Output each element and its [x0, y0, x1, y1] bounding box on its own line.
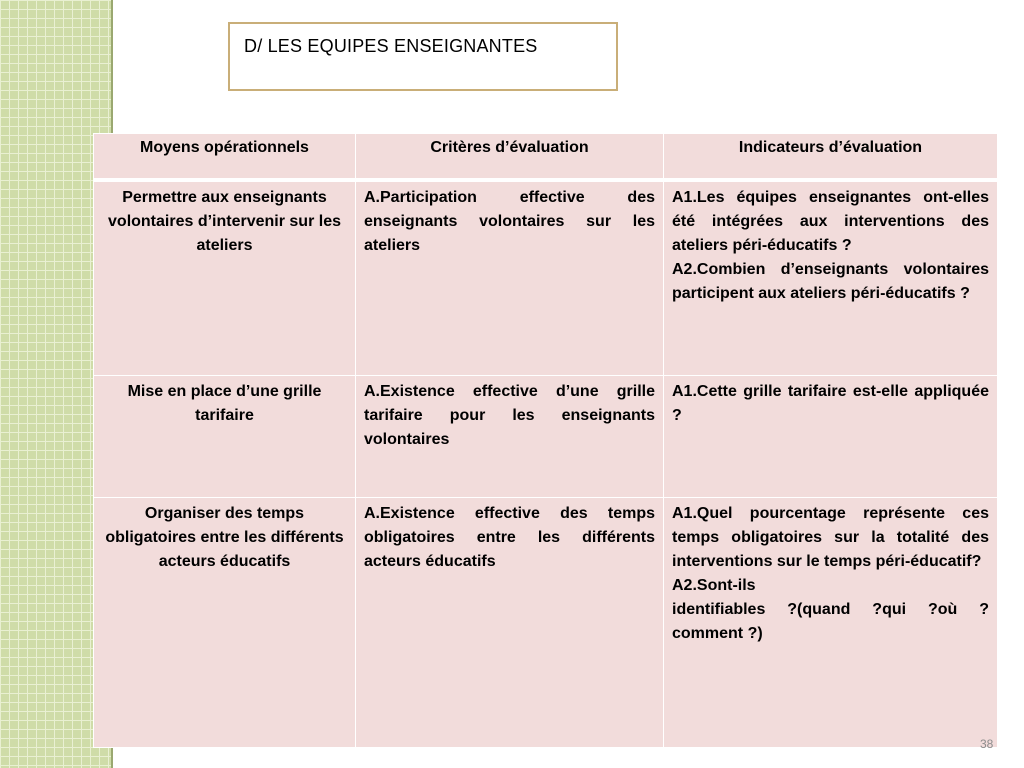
header-indicateurs: Indicateurs d’évaluation — [664, 134, 998, 180]
indicateur-item: identifiables ?(quand ?qui ?où ? comment ?) — [672, 601, 989, 642]
table-row — [94, 180, 998, 376]
indicateurs-cell — [664, 498, 998, 748]
header-criteres: Critères d’évaluation — [356, 134, 664, 180]
title-box — [228, 22, 618, 91]
indicateur-item: A2.Sont-ils — [672, 577, 756, 594]
critere-cell: A.Existence effective d’une grille tarifaire pour les enseignants volontaires — [356, 376, 664, 498]
moyen-cell: Mise en place d’une grille tarifaire — [94, 376, 356, 498]
moyen-cell: Permettre aux enseignants volontaires d’intervenir sur les ateliers — [94, 180, 356, 376]
indicateurs-cell — [664, 376, 998, 498]
page-number: 38 — [980, 737, 994, 751]
header-moyens: Moyens opérationnels — [94, 134, 356, 180]
indicateur-item: A1.Quel pourcentage représente ces temps obligatoires sur la totalité des interventions sur le temps péri-éducatif? — [672, 505, 989, 570]
moyen-cell: Organiser des temps obligatoires entre les différents acteurs éducatifs — [94, 498, 356, 748]
slide-title: D/ LES EQUIPES ENSEIGNANTES — [244, 36, 538, 56]
indicateur-item: A1.Les équipes enseignantes ont-elles été intégrées aux interventions des ateliers péri-éducatifs ? — [672, 188, 989, 254]
indicateurs-cell — [664, 180, 998, 376]
critere-cell: A.Participation effective des enseignants volontaires sur les ateliers — [356, 180, 664, 376]
indicateur-item: A2.Combien d’enseignants volontaires participent aux ateliers péri-éducatifs ? — [672, 260, 989, 302]
table-row — [94, 498, 998, 748]
table-row — [94, 376, 998, 498]
critere-cell: A.Existence effective des temps obligatoires entre les différents acteurs éducatifs — [356, 498, 664, 748]
table-header-row — [94, 134, 998, 180]
evaluation-table — [93, 133, 998, 748]
indicateur-item: A1.Cette grille tarifaire est-elle appliquée ? — [672, 383, 989, 424]
